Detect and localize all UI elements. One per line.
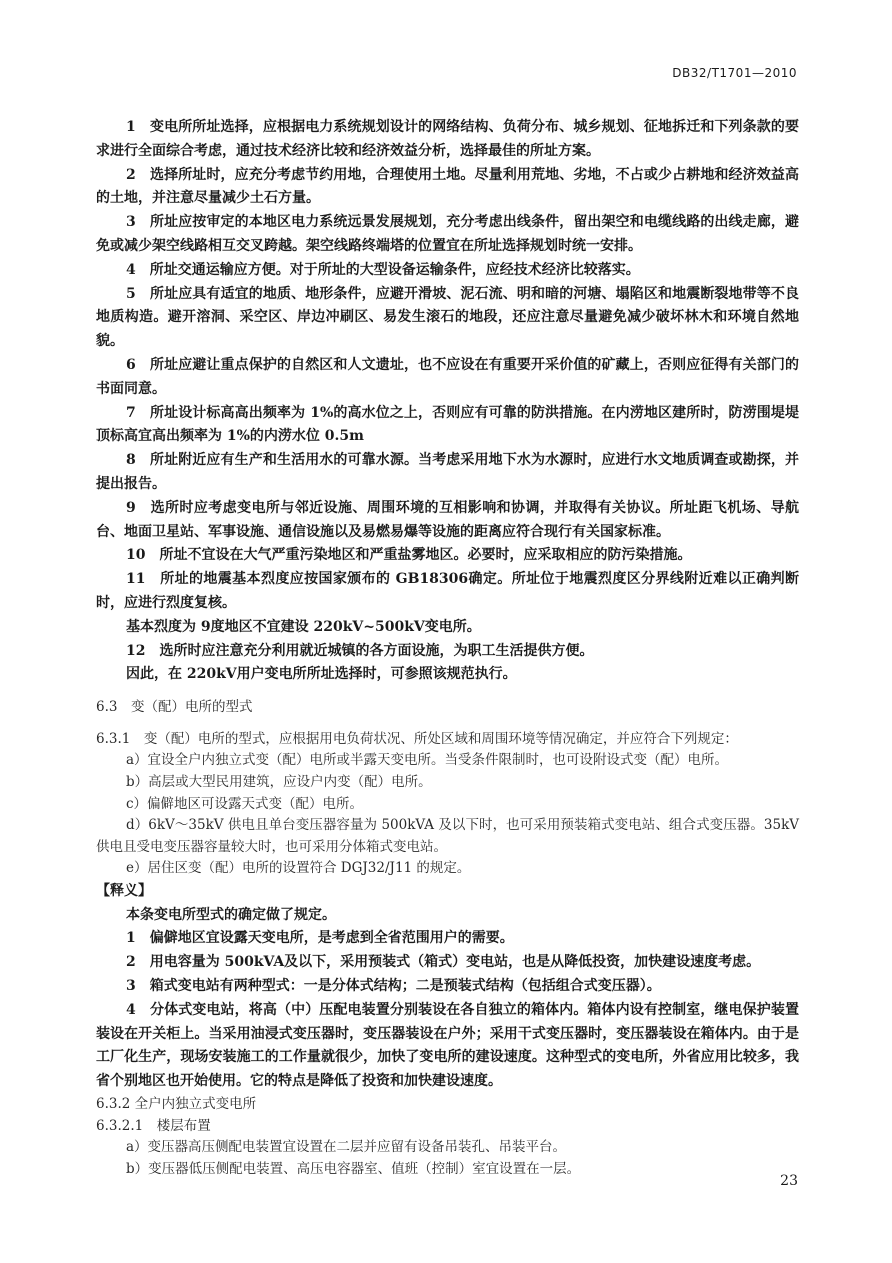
commentary-2-item-2: 2 用电容量为 500kVA及以下，采用预装式（箱式）变电站，也是从降低投资，加快建设速度考虑。 [126,954,761,971]
commentary-conclusion: 因此，在 220kV用户变电所所址选择时，可参照该规范执行。 [126,666,517,683]
sub-heading-6-3-2-1: 6.3.2.1 楼层布置 [96,1117,211,1134]
clause-item-e: e）居住区变（配）电所的设置符合 DGJ32/J11 的规定。 [126,860,471,877]
commentary-item-6: 6 所址应避让重点保护的自然区和人文遗址，也不应设在有重要开采价值的矿藏上，否则应征得有关部门的书面同意。 [96,356,799,397]
commentary-item-9: 9 选所时应考虑变电所与邻近设施、周围环境的互相影响和协调，并取得有关协议。所址距飞机场、导航台、地面卫星站、军事设施、通信设施以及易燃易爆等设施的距离应符合现行有关国家标准。 [96,499,799,540]
commentary-2-item-1: 1 偏僻地区宜设露天变电所，是考虑到全省范围用户的需要。 [126,930,514,947]
commentary-note-intensity: 基本烈度为 9度地区不宜建设 220kV~500kV变电所。 [126,618,481,635]
clause-item-b: b）高层或大型民用建筑，应设户内变（配）电所。 [126,773,432,790]
commentary-item-12: 12 选所时应注意充分利用就近城镇的各方面设施，为职工生活提供方便。 [126,642,594,659]
page-content [96,116,799,1180]
section-heading-6-3: 6.3 变（配）电所的型式 [96,699,253,716]
commentary-item-2: 2 选择所址时，应充分考虑节约用地，合理使用土地。尽量利用荒地、劣地，不占或少占耕地和经济效益高的土地，并注意尽量减少土石方量。 [96,166,799,207]
section-heading-6-3-2: 6.3.2 全户内独立式变电所 [96,1096,257,1113]
commentary-label: 【释义】 [96,882,152,899]
clause-item-a: a）宜设全户内独立式变（配）电所或半露天变电所。当受条件限制时，也可设附设式变（配）电所。 [126,752,729,769]
commentary-item-10: 10 所址不宜设在大气严重污染地区和严重盐雾地区。必要时，应采取相应的防污染措施。 [126,547,692,564]
commentary-intro: 本条变电所型式的确定做了规定。 [126,906,336,923]
commentary-item-8: 8 所址附近应有生产和生活用水的可靠水源。当考虑采用地下水为水源时，应进行水文地质调查或勘探，并提出报告。 [96,452,799,492]
commentary-2-item-3: 3 箱式变电站有两种型式：一是分体式结构；二是预装式结构（包括组合式变压器）。 [126,978,661,995]
commentary-item-1: 1 变电所所址选择，应根据电力系统规划设计的网络结构、负荷分布、城乡规划、征地拆迁和下列条款的要求进行全面综合考虑，通过技术经济比较和经济效益分析，选择最佳的所址方案。 [96,119,799,159]
floor-item-a: a）变压器高压侧配电装置宜设置在二层并应留有设备吊装孔、吊装平台。 [126,1139,567,1156]
commentary-item-11: 11 所址的地震基本烈度应按国家颁布的 GB18306确定。所址位于地震烈度区分界线附近难以正确判断时，应进行烈度复核。 [96,571,799,611]
floor-item-b: b）变压器低压侧配电装置、高压电容器室、值班（控制）室宜设置在一层。 [126,1160,581,1177]
clause-item-d: d）6kV～35kV 供电且单台变压器容量为 500kVA 及以下时，也可采用预装箱式变电站、组合式变压器。35kV 供电且受电变压器容量较大时，也可采用分体箱式变电站。 [96,817,799,855]
page-number: 23 [780,1173,798,1189]
clause-item-c: c）偏僻地区可设露天式变（配）电所。 [126,795,364,812]
document-code: DB32/T1701—2010 [672,66,797,80]
commentary-item-7: 7 所址设计标高高出频率为 1%的高水位之上，否则应有可靠的防洪措施。在内涝地区建所时，防涝围堤堤顶标高宜高出频率为 1%的内涝水位 0.5m [96,404,799,445]
commentary-2-item-4: 4 分体式变电站，将高（中）压配电装置分别装设在各自独立的箱体内。箱体内设有控制室，继电保护装置装设在开关柜上。当采用油浸式变压器时，变压器装设在户外；采用干式变压器时，变压器装设在箱体内。由于是工厂化生产，现场安装施工的工作量就很少，加快了变电所的建设速度。这种型式的变电所，外省应用比较多，我省个别地区也开始使用。它的特点是降低了投资和加快建设速度。 [96,1001,799,1090]
commentary-item-5: 5 所址应具有适宜的地质、地形条件，应避开滑坡、泥石流、明和暗的河塘、塌陷区和地震断裂地带等不良地质构造。避开溶洞、采空区、岸边冲刷区、易发生滚石的地段，还应注意尽量避免减少破坏林木和环境自然地貌。 [96,285,799,350]
commentary-item-4: 4 所址交通运输应方便。对于所址的大型设备运输条件，应经技术经济比较落实。 [126,261,640,278]
clause-6-3-1: 6.3.1 变（配）电所的型式，应根据用电负荷状况、所处区域和周围环境等情况确定，并应符合下列规定： [96,730,738,747]
commentary-item-3: 3 所址应按审定的本地区电力系统远景发展规划，充分考虑出线条件，留出架空和电缆线路的出线走廊，避免或减少架空线路相互交叉跨越。架空线路终端塔的位置宜在所址选择规划时统一安排。 [96,214,799,254]
